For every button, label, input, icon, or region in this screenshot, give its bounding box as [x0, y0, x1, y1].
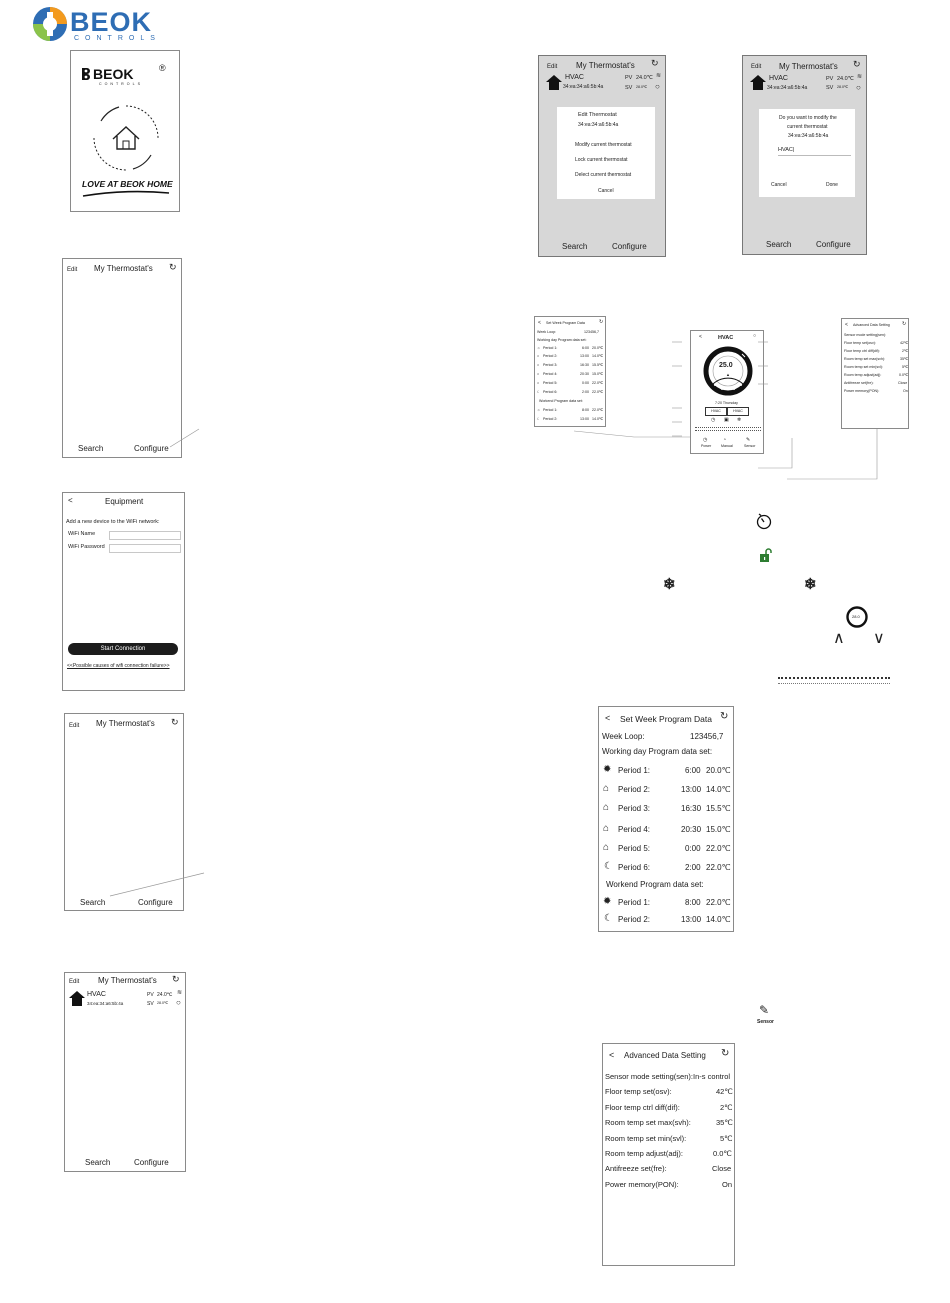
snowflake-icon: ❄ [804, 576, 817, 593]
moon-icon: ☾ [604, 913, 613, 924]
weekend-label: Workend Program data set: [606, 880, 704, 889]
thumb-adv-label: Antifreeze set(fre): [844, 381, 874, 385]
device-name[interactable]: HVAC [565, 74, 584, 81]
brand-sub: CONTROLS [74, 35, 161, 42]
delete-option[interactable]: Delect current thermostat [575, 172, 632, 178]
flame-icon: ▲ [726, 372, 730, 377]
thumb-period-temp: 22.0℃ [592, 408, 604, 412]
thumb-adv-label: Sensor mode setting(sen): [844, 333, 887, 337]
cancel-button[interactable]: Cancel [771, 182, 787, 188]
beok-logo-icon [30, 4, 70, 44]
period-label: Period 3: [618, 804, 651, 813]
tab-power[interactable]: Power [701, 444, 712, 448]
adv-row-label: Floor temp ctrl diff(dif): [605, 1103, 680, 1112]
thumb-period-time: 13:00 [580, 417, 589, 421]
dialog-mac: 34:ea:34:a6:5b:4a [578, 122, 619, 128]
power-status-icon[interactable]: ○ [856, 83, 861, 92]
equipment-screen [62, 492, 185, 691]
pv-label: PV [826, 76, 834, 82]
done-button[interactable]: Done [826, 182, 838, 188]
up-arrow-icon: ∧ [833, 630, 845, 647]
setpoint-value: 25.0 [719, 362, 733, 369]
thumb-adv-label: Room temp set max(svh): [844, 357, 886, 361]
period-time[interactable]: 13:00 [681, 915, 702, 924]
wifi-name-input[interactable] [109, 531, 181, 540]
thumb-period-temp: 14.0℃ [592, 417, 604, 421]
sensor-tab-icon: ✎ [746, 437, 751, 443]
advanced-setting-screen [602, 1043, 735, 1266]
wifi-icon: ≋ [656, 73, 662, 79]
power-icon[interactable]: ○ [753, 333, 757, 339]
screen-title: HVAC [718, 335, 734, 341]
screen-title: My Thermostat's [779, 62, 838, 71]
period-label: Period 4: [618, 825, 651, 834]
snowflake-icon[interactable]: ❄ [737, 417, 742, 423]
leave-home-icon: ⌂ [603, 783, 610, 794]
adv-row-label: Floor temp set(osv): [605, 1087, 672, 1096]
thumb-period-temp: 15.0℃ [592, 372, 604, 376]
thumb-adv-value: 5℃ [902, 365, 909, 369]
back-button[interactable]: < [605, 713, 611, 723]
week-program-screen [598, 706, 734, 932]
period-temp[interactable]: 22.0℃ [706, 863, 731, 872]
period-time[interactable]: 13:00 [681, 785, 702, 794]
period-label: Period 1: [618, 766, 651, 775]
adv-row-value[interactable]: 35℃ [716, 1118, 733, 1127]
power-status-icon[interactable]: ○ [176, 998, 181, 1007]
edit-thermostat-screen [538, 55, 666, 257]
wifi-icon: ≋ [857, 74, 863, 80]
dialog-prompt-line1: Do you want to modify the [779, 115, 837, 121]
thumb-adv-value: On [903, 389, 908, 393]
thumb-period-temp: 22.0℃ [592, 381, 604, 385]
thumb-period-temp: 22.0℃ [592, 390, 604, 394]
thumb-period-icon: ⌂ [537, 354, 540, 358]
refresh-icon[interactable]: ↻ [721, 1048, 730, 1059]
adv-row-value[interactable]: 0.0℃ [713, 1149, 732, 1158]
dialog-title: Edit Thermostat [578, 112, 617, 118]
period-label: Period 2: [618, 915, 651, 924]
adv-row-value[interactable]: Close [712, 1164, 732, 1173]
snowflake-icon: ❄ [663, 576, 676, 593]
home-icon [546, 75, 562, 90]
search-button[interactable]: Search [85, 1158, 111, 1167]
thumb-adv-label: Floor temp set(osv): [844, 341, 876, 345]
schedule-dots-icon [778, 677, 890, 681]
screen-title: My Thermostat's [96, 719, 155, 728]
refresh-icon[interactable]: ↻ [853, 59, 861, 69]
thumb-adv-label: Room temp set min(svl): [844, 365, 883, 369]
back-button[interactable]: < [68, 496, 73, 505]
beok-logo-icon [80, 67, 92, 81]
power-status-icon[interactable]: ○ [655, 82, 660, 91]
configure-button[interactable]: Configure [138, 898, 173, 907]
sv-value: 28.0℃ [837, 85, 849, 89]
sun-icon: ✹ [603, 764, 612, 775]
period-temp[interactable]: 14.0℃ [706, 785, 731, 794]
sv-value: 28.0℃ [636, 85, 648, 89]
pv-value: 24.0℃ [837, 76, 854, 82]
thermostat-list-screen-empty [62, 258, 182, 458]
week-loop-value: 123456,7 [584, 330, 599, 334]
search-button[interactable]: Search [766, 240, 792, 249]
cancel-button[interactable]: Cancel [598, 188, 614, 194]
mode-left-label: HVAC [711, 409, 721, 413]
adv-row-label: Room temp set max(svh): [605, 1118, 691, 1127]
home-icon [69, 991, 85, 1006]
screen-title: Set Week Program Data [620, 714, 712, 724]
adv-row-label: Power memory(PON): [605, 1180, 679, 1189]
back-button[interactable]: < [538, 320, 541, 326]
dial-icon-value: 28.0 [852, 614, 860, 619]
clock-text: 7:20 Thursday [715, 401, 738, 405]
period-label: Period 1: [618, 898, 651, 907]
thumb-period-temp: 14.0℃ [592, 354, 604, 358]
thumb-period-time: 0:00 [582, 381, 589, 385]
edit-button[interactable]: Edit [67, 267, 78, 273]
thumb-period-label: Period 2: [543, 354, 558, 358]
home-icon: ⌂ [603, 802, 610, 813]
sv-label: SV [826, 85, 834, 91]
configure-button[interactable]: Configure [134, 1158, 169, 1167]
period-label: Period 6: [618, 863, 651, 872]
period-time[interactable]: 2:00 [685, 863, 701, 872]
search-button[interactable]: Search [562, 242, 588, 251]
pv-label: PV [625, 75, 633, 81]
rename-dialog [759, 109, 855, 197]
refresh-icon[interactable]: ↻ [599, 319, 604, 325]
period-time[interactable]: 8:00 [685, 898, 701, 907]
thumb-period-icon: ⌂ [537, 381, 540, 385]
configure-button[interactable]: Configure [816, 240, 851, 249]
thumb-adv-value: 35℃ [900, 357, 909, 361]
thumb-period-icon: ☼ [537, 408, 541, 412]
adv-row-label: Sensor mode setting(sen): [605, 1072, 693, 1081]
period-temp[interactable]: 22.0℃ [706, 844, 731, 853]
adv-row-label: Antifreeze set(fre): [605, 1164, 667, 1173]
tab-sensor[interactable]: Sensor [744, 444, 756, 448]
thumb-period-icon: ⌂ [537, 372, 540, 376]
working-label: Working day Program data set: [602, 747, 713, 756]
thumb-period-time: 6:00 [582, 346, 589, 350]
home-icon [750, 75, 766, 90]
thumb-adv-value: 0.0℃ [899, 373, 909, 377]
working-label: Working day Program data set: [537, 338, 587, 342]
week-loop-label: Week Loop: [602, 732, 645, 741]
down-arrow-icon: ∨ [873, 630, 885, 647]
refresh-icon[interactable]: ↻ [720, 711, 729, 722]
splash-registered: ® [159, 63, 166, 73]
screen-title: Advanced Data Setting [624, 1051, 706, 1060]
thumb-adv-label: Room temp adjust(adj): [844, 373, 882, 377]
edit-button[interactable]: Edit [69, 979, 80, 985]
period-time[interactable]: 20:30 [681, 825, 702, 834]
week-loop-value: 123456,7 [690, 732, 724, 741]
edit-button[interactable]: Edit [547, 64, 558, 70]
thumb-period-temp: 20.0℃ [592, 346, 604, 350]
thumb-period-time: 13:00 [580, 354, 589, 358]
search-button[interactable]: Search [78, 444, 104, 453]
rename-thermostat-screen [742, 55, 867, 255]
adv-row-value[interactable]: 2℃ [720, 1103, 733, 1112]
schedule-dots-icon [778, 683, 890, 686]
thumb-period-icon: ⌂ [537, 363, 540, 367]
wifi-password-label: WiFi Password [68, 544, 105, 550]
sv-label: SV [625, 85, 633, 91]
period-temp[interactable]: 20.0℃ [706, 766, 731, 775]
callout-line [785, 429, 885, 489]
screen-title: My Thermostat's [98, 976, 157, 985]
sensor-label: Sensor [757, 1019, 774, 1025]
equipment-instruction: Add a new device to the WiFi network: [66, 519, 160, 525]
weekend-label: Workend Program data set: [539, 399, 583, 403]
device-mac: 34:ea:34:a6:5b:4a [87, 1001, 124, 1006]
dialog-prompt-line2: current thermostat [787, 124, 828, 130]
thumb-period-label: Period 4: [543, 372, 558, 376]
wrench-icon: ✎ [759, 1003, 770, 1017]
moon-icon: ☾ [604, 861, 613, 872]
thumb-period-label: Period 6: [543, 390, 558, 394]
unlock-icon [759, 548, 773, 562]
callout-line [110, 872, 205, 897]
wifi-failure-link[interactable]: <<Possible causes of wifi connection failure>> [67, 663, 170, 669]
smart-home-icon [91, 103, 161, 173]
device-name[interactable]: HVAC [769, 75, 788, 82]
device-name[interactable]: HVAC [87, 991, 106, 998]
period-temp[interactable]: 15.5℃ [706, 804, 731, 813]
thumb-period-label: Period 3: [543, 363, 558, 367]
thumb-adv-value: 2℃ [902, 349, 909, 353]
sun-icon: ✹ [603, 896, 612, 907]
search-button[interactable]: Search [80, 898, 106, 907]
wifi-name-label: WiFi Name [68, 531, 96, 537]
thumb-period-label: Period 1: [543, 346, 558, 350]
back-button[interactable]: < [699, 334, 702, 340]
thumb-period-label: Period 1: [543, 408, 558, 412]
callout-line [170, 428, 200, 448]
thumb-period-time: 16:30 [580, 363, 589, 367]
wifi-icon: ≋ [177, 990, 183, 996]
adv-row-value[interactable]: 5℃ [720, 1134, 733, 1143]
rename-input-value: HVAC| [778, 147, 795, 153]
screen-title: Advanced Data Setting [853, 323, 890, 327]
thumb-period-time: 2:00 [582, 390, 589, 394]
pv-value: 24.0℃ [157, 992, 173, 998]
sv-label: SV [147, 1001, 154, 1007]
home-icon: ⌂ [603, 823, 610, 834]
adv-row-label: Room temp set min(svl): [605, 1134, 687, 1143]
configure-button[interactable]: Configure [612, 242, 647, 251]
thumb-adv-label: Floor temp ctrl diff(dif): [844, 349, 880, 353]
splash-slogan: LOVE AT BEOK HOME [82, 179, 173, 189]
brand-name: BEOK [70, 7, 153, 37]
swoosh-underline [81, 190, 171, 198]
thumb-adv-value: 42℃ [900, 341, 909, 345]
refresh-icon[interactable]: ↻ [651, 58, 659, 68]
thumb-period-label: Period 2: [543, 417, 558, 421]
thumb-period-time: 8:00 [582, 408, 589, 412]
brand-logo [30, 4, 170, 44]
thumb-adv-value: Close [898, 381, 908, 385]
refresh-icon[interactable]: ↻ [902, 321, 907, 327]
period-time[interactable]: 0:00 [685, 844, 701, 853]
timer-icon[interactable]: ◷ [711, 417, 716, 423]
screen-title: My Thermostat's [94, 264, 153, 273]
thumb-period-icon: ☾ [537, 390, 541, 394]
adv-row-label: Room temp adjust(adj): [605, 1149, 683, 1158]
timer-icon [755, 512, 773, 530]
splash-screen [70, 50, 180, 212]
start-connection-label: Start Connection [100, 646, 146, 652]
period-temp[interactable]: 14.0℃ [706, 915, 731, 924]
period-label: Period 5: [618, 844, 651, 853]
thumb-adv-label: Power memory(PON): [844, 389, 880, 393]
pv-label: PV [147, 992, 154, 998]
splash-sub: CONTROLS [99, 82, 143, 86]
lock-option[interactable]: Lock current thermostat [575, 157, 628, 163]
back-button[interactable]: < [609, 1050, 615, 1060]
thumb-period-icon: ☼ [537, 346, 541, 350]
refresh-icon[interactable]: ↻ [169, 262, 177, 272]
period-temp[interactable]: 22.0℃ [706, 898, 731, 907]
week-loop-label: Week Loop: [537, 330, 557, 334]
configure-button[interactable]: Configure [134, 444, 169, 453]
pv-value: 24.0℃ [636, 75, 653, 81]
sv-value: 28.0℃ [157, 1001, 169, 1005]
period-label: Period 2: [618, 785, 651, 794]
device-mac: 34:ea:34:a6:5b:4a [563, 84, 604, 90]
device-mac: 34:ea:34:a6:5b:4a [767, 85, 808, 91]
period-time[interactable]: 16:30 [681, 804, 702, 813]
edit-button[interactable]: Edit [751, 64, 762, 70]
period-temp[interactable]: 15.0℃ [706, 825, 731, 834]
thumb-period-label: Period 5: [543, 381, 558, 385]
adv-row-value[interactable]: On [722, 1180, 733, 1189]
start-connection-button[interactable] [68, 643, 178, 655]
refresh-icon[interactable]: ↻ [172, 974, 180, 984]
period-time[interactable]: 6:00 [685, 766, 701, 775]
thumb-period-temp: 15.5℃ [592, 363, 604, 367]
wifi-password-input[interactable] [109, 544, 181, 553]
leave-home-icon: ⌂ [603, 842, 610, 853]
edit-thermostat-dialog [557, 107, 655, 199]
tab-manual[interactable]: Manual [721, 444, 733, 448]
thumb-period-time: 20:30 [580, 372, 589, 376]
thermostat-list-screen-device [64, 972, 186, 1172]
thumb-period-icon: ☾ [537, 417, 541, 421]
power-tab-icon: ◷ [703, 437, 708, 443]
mode-right-label: HVAC [733, 409, 743, 413]
refresh-icon[interactable]: ↻ [171, 717, 179, 727]
splash-brand: BEOK [93, 66, 134, 82]
adv-row-value[interactable]: In-s control [693, 1072, 731, 1081]
back-button[interactable]: < [845, 322, 848, 328]
screen-title: Equipment [105, 497, 144, 506]
screen-title: Set Week Program Data [546, 321, 585, 325]
rename-input[interactable] [778, 146, 851, 156]
dialog-mac: 34:ea:34:a6:5b:4a [788, 133, 829, 139]
advanced-setting-thumbnail [841, 318, 909, 429]
adv-row-value[interactable]: 42℃ [716, 1087, 733, 1096]
manual-tab-icon: ◔ [723, 437, 727, 443]
week-program-thumbnail [534, 316, 606, 427]
screen-title: My Thermostat's [576, 61, 635, 70]
edit-button[interactable]: Edit [69, 723, 80, 729]
lock-icon[interactable]: ▣ [724, 417, 729, 423]
modify-option[interactable]: Modify current thermostat [575, 142, 632, 148]
